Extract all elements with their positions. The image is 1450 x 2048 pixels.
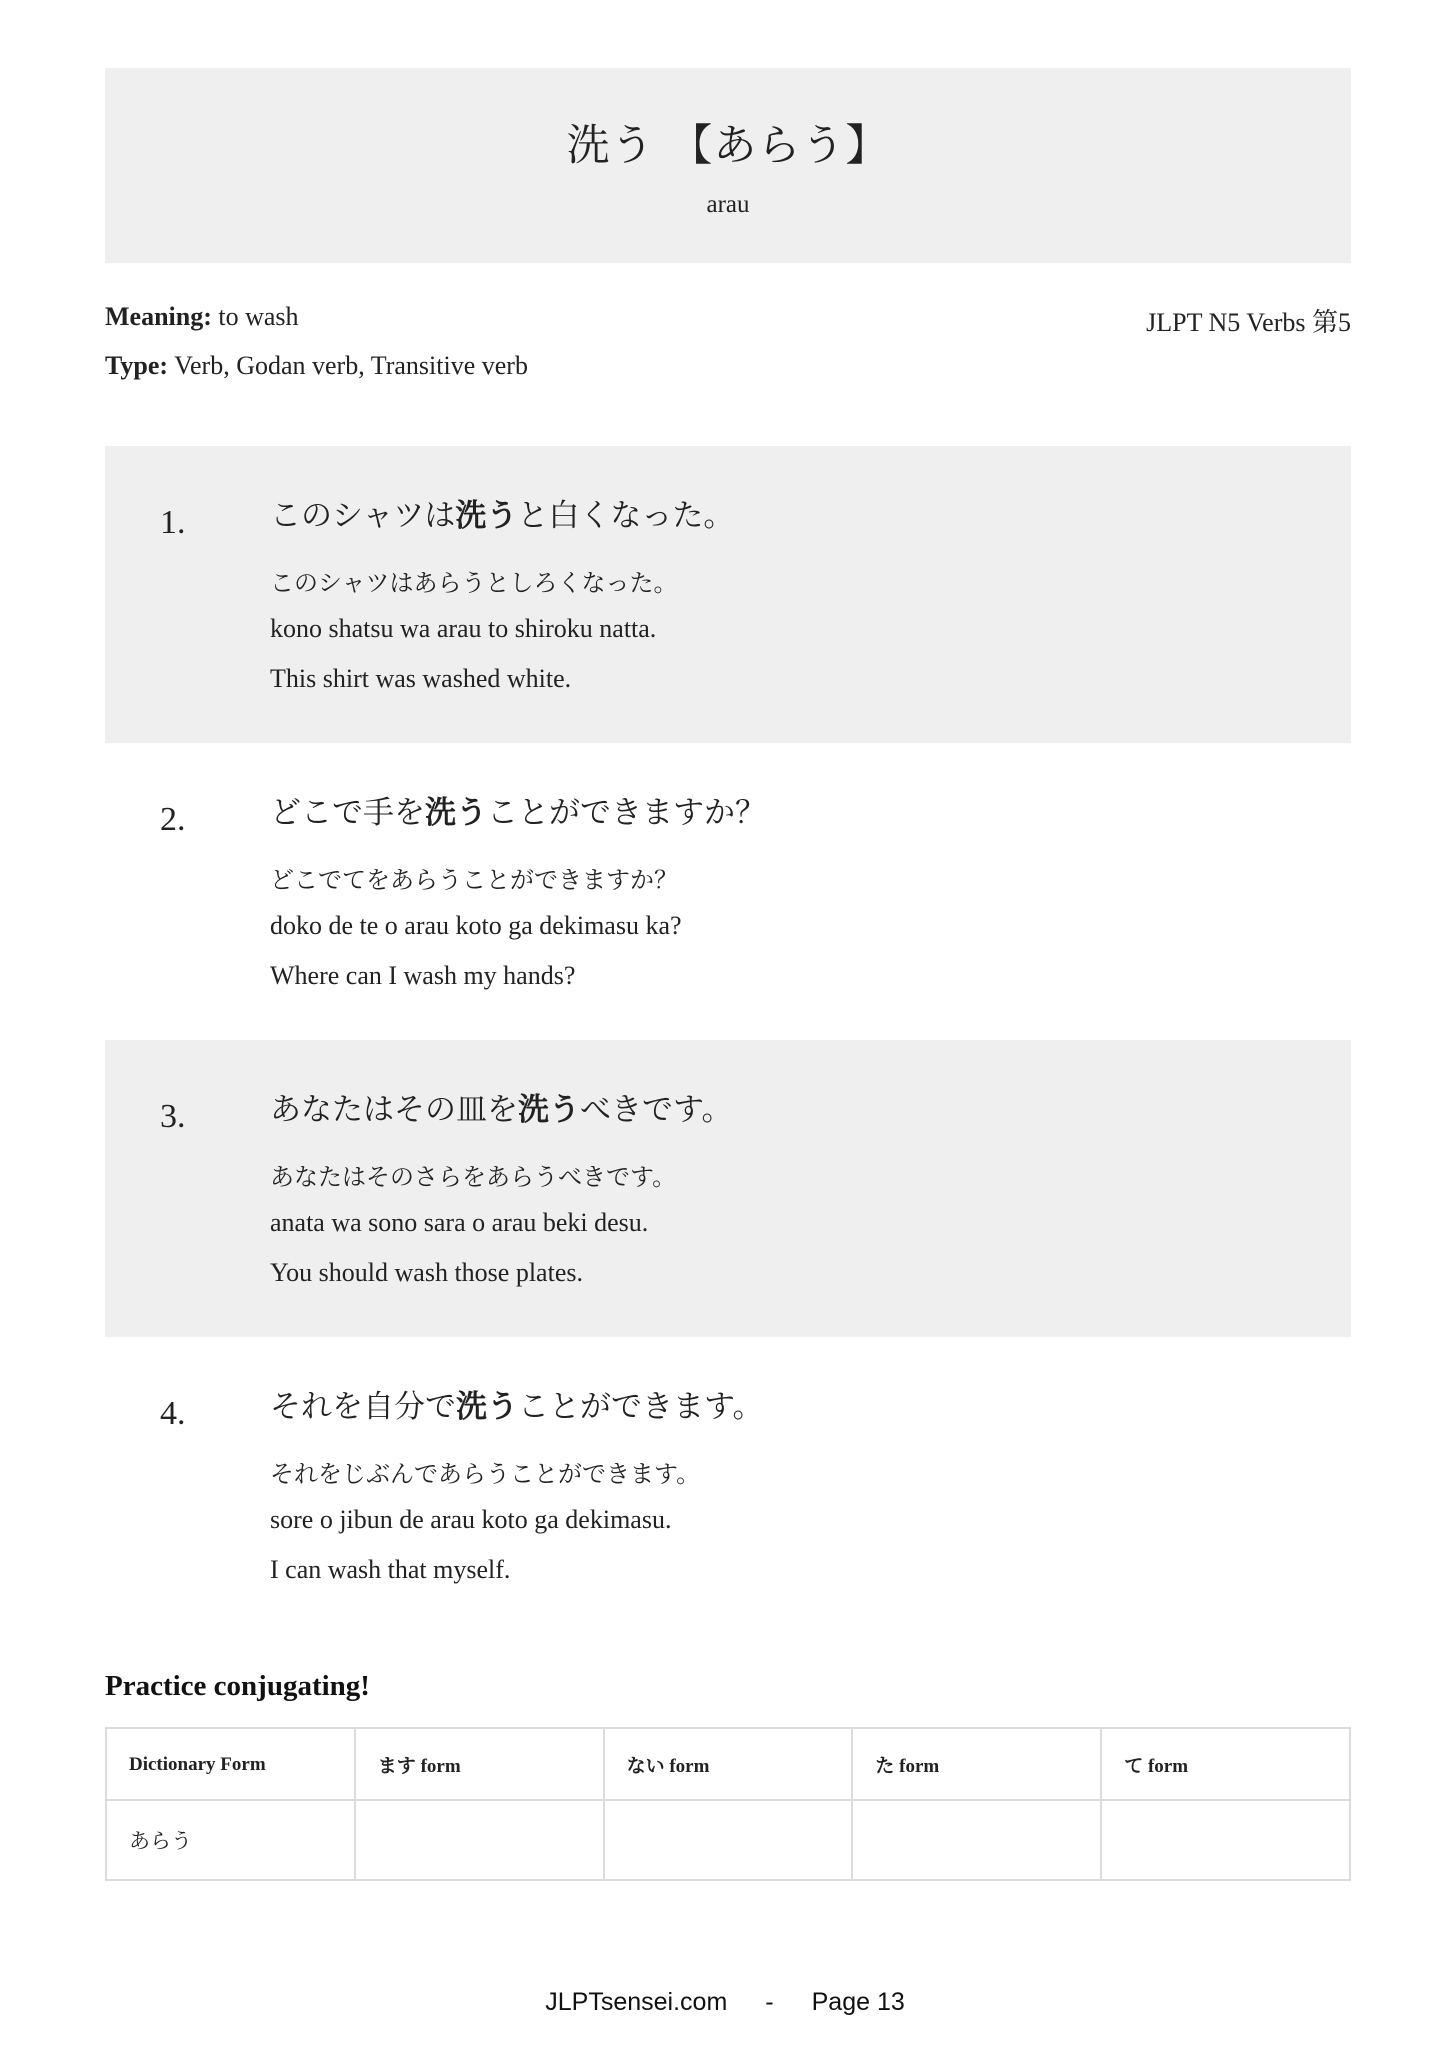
- example-2: [105, 743, 1351, 1040]
- cell-ta-form[interactable]: [852, 1800, 1101, 1880]
- example-number: 2.: [160, 801, 186, 838]
- target-word: 洗う: [425, 795, 487, 831]
- example-romaji: anata wa sono sara o arau beki desu.: [270, 1208, 649, 1237]
- example-japanese: このシャツは洗うと白くなった。: [270, 498, 735, 534]
- meaning-value: to wash: [211, 302, 299, 331]
- example-kana: あなたはそのさらをあらうべきです。: [270, 1163, 677, 1191]
- example-english: This shirt was washed white.: [270, 664, 572, 693]
- example-romaji: doko de te o arau koto ga dekimasu ka?: [270, 911, 682, 940]
- target-word: 洗う: [518, 1092, 580, 1128]
- example-kana: このシャツはあらうとしろくなった。: [270, 569, 678, 597]
- cell-masu-form[interactable]: [355, 1800, 604, 1880]
- example-number: 4.: [160, 1395, 186, 1432]
- example-number: 3.: [160, 1098, 186, 1135]
- conjugation-table: [105, 1727, 1351, 1881]
- footer-separator: -: [765, 1988, 774, 2016]
- example-english: Where can I wash my hands?: [270, 961, 576, 990]
- cell-dictionary-form: あらう: [106, 1800, 355, 1880]
- footer-site: JLPTsensei.com: [545, 1988, 728, 2016]
- example-romaji: kono shatsu wa arau to shiroku natta.: [270, 614, 657, 643]
- word-title: 洗う 【あらう】: [566, 121, 890, 171]
- cell-nai-form[interactable]: [604, 1800, 853, 1880]
- type-line: [105, 351, 528, 381]
- column-header-nai: ない form: [604, 1728, 853, 1800]
- table-header-row: [106, 1728, 1350, 1800]
- example-japanese: それを自分で洗うことができます。: [270, 1389, 764, 1425]
- example-romaji: sore o jibun de arau koto ga dekimasu.: [270, 1505, 672, 1534]
- table-row: [106, 1800, 1350, 1880]
- target-word: 洗う: [456, 1389, 518, 1425]
- jlpt-level: JLPT N5 Verbs 第5: [1146, 308, 1351, 337]
- example-4: [105, 1337, 1351, 1634]
- column-header-ta: た form: [852, 1728, 1101, 1800]
- example-japanese: あなたはその皿を洗うべきです。: [270, 1092, 733, 1128]
- target-word: 洗う: [455, 498, 518, 534]
- example-japanese: どこで手を洗うことができますか？: [270, 795, 766, 831]
- example-1: [105, 446, 1351, 743]
- meaning-line: [105, 302, 299, 332]
- page-footer: [0, 1988, 1450, 2017]
- cell-te-form[interactable]: [1101, 1800, 1350, 1880]
- example-english: You should wash those plates.: [270, 1258, 583, 1287]
- column-header-masu: ます form: [355, 1728, 604, 1800]
- column-header-dictionary: Dictionary Form: [106, 1728, 355, 1800]
- word-header: [105, 68, 1351, 263]
- example-kana: それをじぶんであらうことができます。: [270, 1460, 701, 1488]
- example-kana: どこでてをあらうことができますか？: [270, 866, 678, 894]
- practice-title: Practice conjugating!: [105, 1670, 370, 1702]
- example-3: [105, 1040, 1351, 1337]
- example-number: 1.: [160, 504, 186, 541]
- type-value: Verb, Godan verb, Transitive verb: [168, 351, 528, 380]
- type-label: Type:: [105, 351, 169, 380]
- footer-page-number: Page 13: [811, 1988, 905, 2016]
- example-english: I can wash that myself.: [270, 1555, 511, 1584]
- column-header-te: て form: [1101, 1728, 1350, 1800]
- meaning-label: Meaning:: [105, 302, 212, 331]
- word-romaji: arau: [706, 191, 750, 218]
